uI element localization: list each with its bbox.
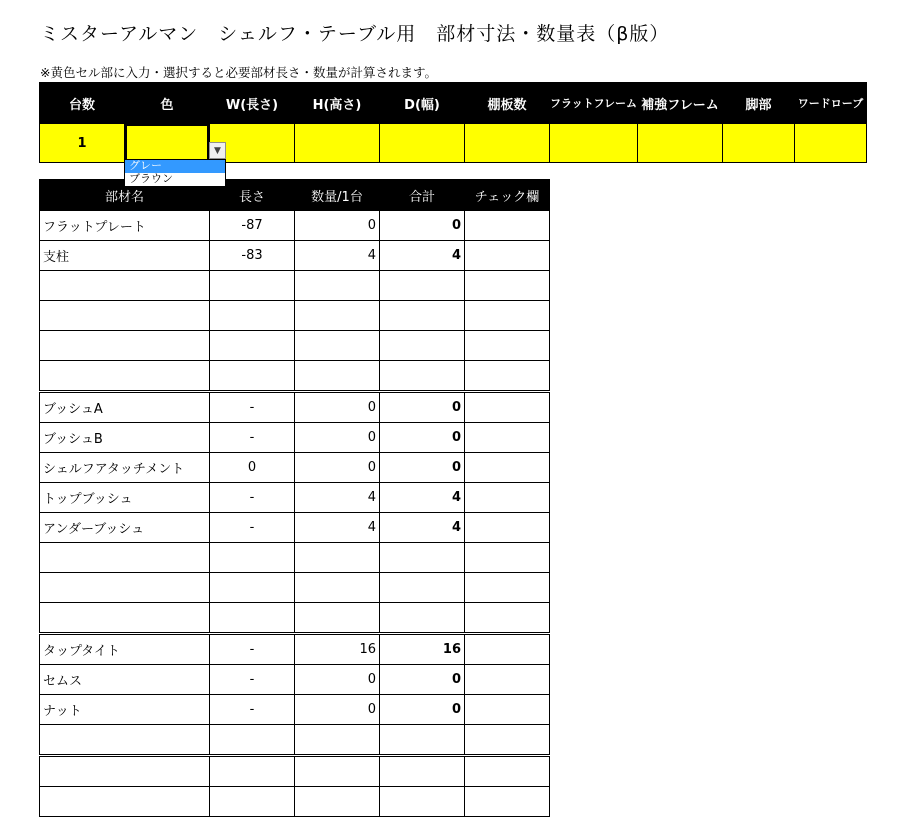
check-cell[interactable] [465,423,550,453]
check-cell[interactable] [465,453,550,483]
total-cell: 4 [380,513,465,543]
height-input-cell[interactable] [295,124,380,163]
header-width: W(長さ) [210,83,295,124]
table-row [40,483,550,513]
header-part-name: 部材名 [40,180,210,211]
header-height: H(高さ) [295,83,380,124]
qty-cell [295,543,380,573]
check-cell[interactable] [465,361,550,392]
length-cell: -83 [210,241,295,271]
part-name-cell [40,787,210,817]
table-row [40,573,550,603]
part-name-cell [40,603,210,634]
part-name-cell [40,756,210,787]
total-cell [380,361,465,392]
total-cell: 0 [380,453,465,483]
length-cell [210,756,295,787]
total-cell [380,573,465,603]
header-length: 長さ [210,180,295,211]
table-row [40,392,550,423]
total-cell [380,331,465,361]
part-name-cell: 支柱 [40,241,210,271]
check-cell[interactable] [465,392,550,423]
part-name-cell [40,361,210,392]
table-row [40,634,550,665]
part-name-cell: ナット [40,695,210,725]
header-legs: 脚部 [723,83,795,124]
parts-header-row [40,180,550,211]
length-cell [210,301,295,331]
table-row [40,211,550,241]
dropdown-option-gray[interactable]: グレー [125,160,225,173]
total-cell [380,787,465,817]
check-cell[interactable] [465,331,550,361]
length-cell: - [210,634,295,665]
length-cell: - [210,665,295,695]
part-name-cell: アンダーブッシュ [40,513,210,543]
header-reinforce-frame: 補強フレーム [638,83,723,124]
total-cell: 0 [380,392,465,423]
total-cell: 0 [380,423,465,453]
shelf-count-input-cell[interactable] [465,124,550,163]
qty-cell [295,787,380,817]
length-cell: - [210,423,295,453]
check-cell[interactable] [465,695,550,725]
legs-input-cell[interactable] [723,124,795,163]
qty-cell: 0 [295,695,380,725]
part-name-cell: セムス [40,665,210,695]
dropdown-arrow-button[interactable] [209,142,226,159]
wardrobe-input-cell[interactable] [795,124,867,163]
length-cell [210,725,295,756]
check-cell[interactable] [465,725,550,756]
check-cell[interactable] [465,756,550,787]
instruction-note: ※黄色セル部に入力・選択すると必要部材長さ・数量が計算されます。 [40,65,437,80]
qty-cell [295,573,380,603]
table-row [40,423,550,453]
table-row [40,241,550,271]
total-cell: 4 [380,241,465,271]
length-cell: - [210,483,295,513]
total-cell: 0 [380,665,465,695]
length-cell: -87 [210,211,295,241]
part-name-cell: タップタイト [40,634,210,665]
total-cell [380,301,465,331]
part-name-cell [40,543,210,573]
input-header-row [40,83,867,124]
active-cell-frame [125,124,209,162]
chevron-down-icon: ▼ [214,145,221,156]
table-row [40,756,550,787]
part-name-cell [40,573,210,603]
qty-cell [295,756,380,787]
check-cell[interactable] [465,573,550,603]
total-cell [380,543,465,573]
total-cell: 0 [380,211,465,241]
units-input-cell[interactable]: 1 [40,124,125,163]
header-wardrobe: ワードローブ [795,83,867,124]
length-cell [210,543,295,573]
table-row [40,513,550,543]
table-row [40,361,550,392]
total-cell: 4 [380,483,465,513]
table-row [40,331,550,361]
table-row [40,301,550,331]
part-name-cell [40,301,210,331]
table-row [40,665,550,695]
part-name-cell: トップブッシュ [40,483,210,513]
length-cell [210,331,295,361]
header-units: 台数 [40,83,125,124]
qty-cell: 0 [295,453,380,483]
qty-cell: 4 [295,513,380,543]
depth-input-cell[interactable] [380,124,465,163]
part-name-cell [40,331,210,361]
check-cell[interactable] [465,634,550,665]
part-name-cell [40,271,210,301]
total-cell: 0 [380,695,465,725]
table-row [40,271,550,301]
check-cell[interactable] [465,241,550,271]
check-cell[interactable] [465,513,550,543]
parts-table [39,179,550,817]
check-cell[interactable] [465,665,550,695]
table-row [40,725,550,756]
part-name-cell: フラットプレート [40,211,210,241]
header-color: 色 [125,83,210,124]
length-cell: 0 [210,453,295,483]
color-dropdown-list [124,159,226,187]
header-qty-per-unit: 数量/1台 [295,180,380,211]
qty-cell: 4 [295,483,380,513]
length-cell: - [210,392,295,423]
total-cell [380,603,465,634]
total-cell [380,756,465,787]
part-name-cell: シェルフアタッチメント [40,453,210,483]
check-cell[interactable] [465,271,550,301]
page-title: ミスターアルマン シェルフ・テーブル用 部材寸法・数量表（β版） [40,23,670,45]
length-cell: - [210,513,295,543]
qty-cell: 16 [295,634,380,665]
qty-cell [295,725,380,756]
length-cell: - [210,695,295,725]
input-value-row [40,124,867,163]
part-name-cell [40,725,210,756]
total-cell: 16 [380,634,465,665]
color-input-cell[interactable] [125,124,210,163]
table-row [40,453,550,483]
table-row [40,543,550,573]
table-row [40,695,550,725]
check-cell[interactable] [465,483,550,513]
check-cell[interactable] [465,301,550,331]
qty-cell: 0 [295,423,380,453]
table-row [40,603,550,634]
qty-cell [295,271,380,301]
check-cell[interactable] [465,787,550,817]
qty-cell [295,331,380,361]
header-flat-frame: フラットフレーム [550,83,638,124]
qty-cell: 0 [295,665,380,695]
check-cell[interactable] [465,543,550,573]
length-cell [210,787,295,817]
qty-cell [295,361,380,392]
qty-cell: 0 [295,392,380,423]
table-row [40,787,550,817]
check-cell[interactable] [465,211,550,241]
length-cell [210,271,295,301]
length-cell [210,573,295,603]
length-cell [210,361,295,392]
input-table [39,82,867,163]
part-name-cell: ブッシュB [40,423,210,453]
header-shelf-count: 棚板数 [465,83,550,124]
header-depth: D(幅) [380,83,465,124]
dropdown-option-brown[interactable]: ブラウン [129,172,173,185]
header-check: チェック欄 [465,180,550,211]
total-cell [380,271,465,301]
qty-cell [295,603,380,634]
header-total: 合計 [380,180,465,211]
total-cell [380,725,465,756]
check-cell[interactable] [465,603,550,634]
qty-cell: 0 [295,211,380,241]
length-cell [210,603,295,634]
part-name-cell: ブッシュA [40,392,210,423]
reinforce-frame-input-cell[interactable] [638,124,723,163]
qty-cell [295,301,380,331]
qty-cell: 4 [295,241,380,271]
flat-frame-input-cell[interactable] [550,124,638,163]
